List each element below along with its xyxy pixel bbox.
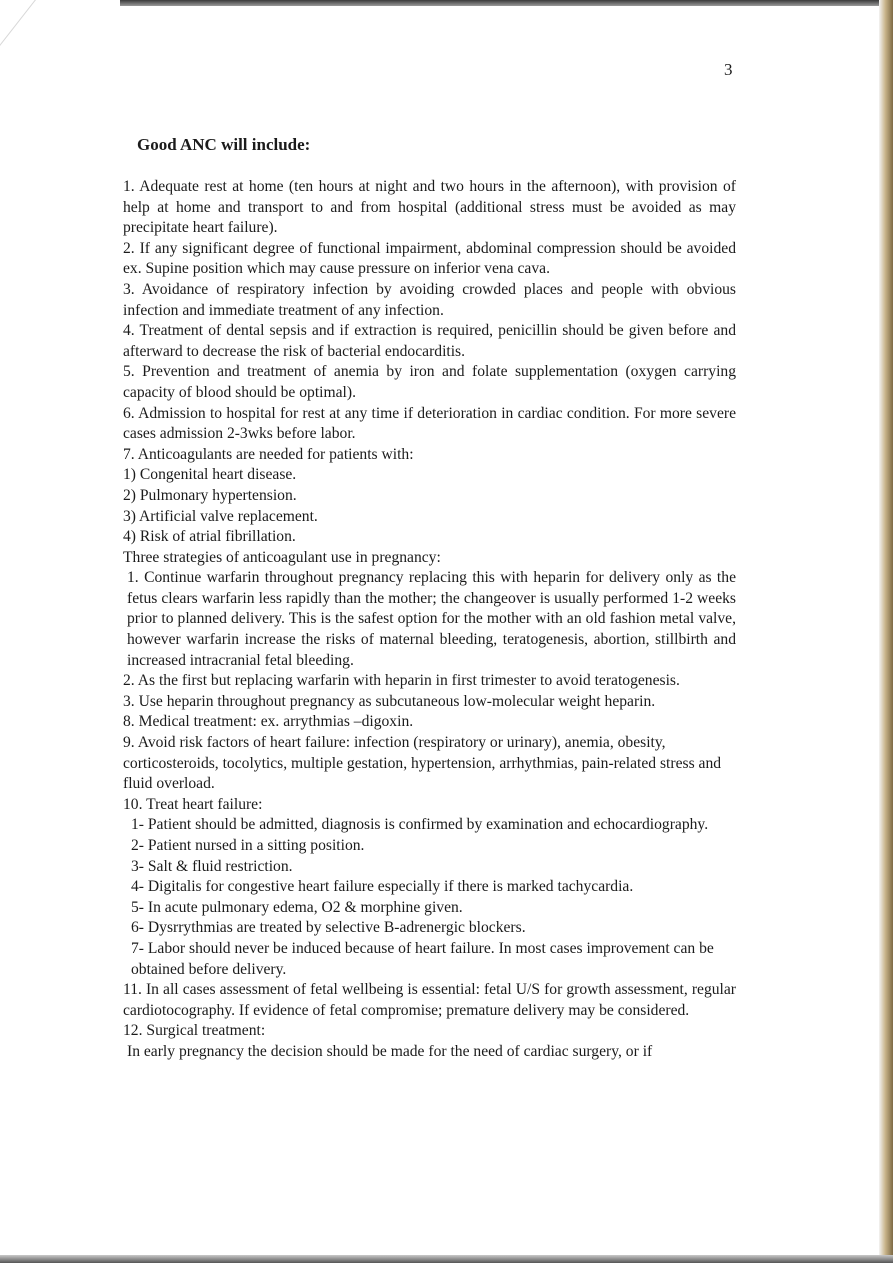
paragraph-item-4: 4. Treatment of dental sepsis and if extraction is required, penicillin should be given before and afterward to decrease the risk of bacterial endocarditis. xyxy=(123,322,736,360)
scan-right-edge xyxy=(879,0,893,1263)
paragraph-item-11: 11. In all cases assessment of fetal wellbeing is essential: fetal U/S for growth assessment, regular cardiotocography. If evidence of fetal compromise; premature delivery may be considered. xyxy=(123,981,736,1019)
heart-failure-step: 4- Digitalis for congestive heart failure especially if there is marked tachycardia. xyxy=(131,878,634,896)
paragraph-item-8: 8. Medical treatment: ex. arrythmias –digoxin. xyxy=(123,713,414,731)
list-item: 4) Risk of atrial fibrillation. xyxy=(123,528,296,546)
paragraph-item-6: 6. Admission to hospital for rest at any time if deterioration in cardiac condition. For more severe cases admission 2-3wks before labor. xyxy=(123,404,736,443)
heart-failure-step: 1- Patient should be admitted, diagnosis is confirmed by examination and echocardiography. xyxy=(131,816,709,834)
page-number: 3 xyxy=(724,60,733,79)
heart-failure-step: 3- Salt & fluid restriction. xyxy=(131,857,293,875)
scan-bottom-edge xyxy=(0,1255,893,1263)
scan-top-edge xyxy=(120,0,893,6)
heart-failure-step: 5- In acute pulmonary edema, O2 & morphine given. xyxy=(131,898,463,916)
section-heading: Good ANC will include: xyxy=(137,135,311,154)
list-item: 1) Congenital heart disease. xyxy=(123,466,297,484)
heart-failure-step: 6- Dysrrythmias are treated by selective B-adrenergic blockers. xyxy=(131,919,526,937)
document-body xyxy=(123,177,736,1063)
paragraph-item-9: 9. Avoid risk factors of heart failure: infection (respiratory or urinary), anemia, obesity, corticosteroids, tocolytics, multiple gestation, hypertension, arrhythmias, pain-related stress and fluid overload. xyxy=(123,734,722,793)
strategy-item-3: 3. Use heparin throughout pregnancy as subcutaneous low-molecular weight heparin. xyxy=(123,692,656,710)
strategy-item-2: 2. As the first but replacing warfarin with heparin in first trimester to avoid teratogenesis. xyxy=(123,672,680,690)
paragraph-item-3: 3. Avoidance of respiratory infection by avoiding crowded places and people with obvious infection and immediate treatment of any infection. xyxy=(123,280,736,319)
paragraph-item-2: 2. If any significant degree of functional impairment, abdominal compression should be avoided ex. Supine position which may cause pressure on inferior vena cava. xyxy=(123,239,736,278)
paragraph-item-10: 10. Treat heart failure: xyxy=(123,795,263,813)
list-item: 3) Artificial valve replacement. xyxy=(123,507,318,525)
heart-failure-step: 7- Labor should never be induced because of heart failure. In most cases improvement can be obtained before delivery. xyxy=(131,939,714,978)
paragraph-item-7: 7. Anticoagulants are needed for patients with: xyxy=(123,445,414,463)
surgical-treatment-text: In early pregnancy the decision should be made for the need of cardiac surgery, or if xyxy=(127,1042,653,1060)
strategies-heading: Three strategies of anticoagulant use in pregnancy: xyxy=(123,548,441,566)
paragraph-item-5: 5. Prevention and treatment of anemia by iron and folate supplementation (oxygen carrying capacity of blood should be optimal). xyxy=(123,363,736,401)
heart-failure-step: 2- Patient nursed in a sitting position. xyxy=(131,837,365,854)
page-fold-corner xyxy=(0,0,130,150)
paragraph-item-12: 12. Surgical treatment: xyxy=(123,1022,266,1040)
list-item: 2) Pulmonary hypertension. xyxy=(123,486,297,504)
strategy-item-1: 1. Continue warfarin throughout pregnancy replacing this with heparin for delivery only as the fetus clears warfarin less rapidly than the mother; the changeover is usually performed 1-2 weeks prior to planned delivery. This is the safest option for the mother with an old fashion metal valve, however warfarin increase the risks of maternal bleeding, teratogenesis, abortion, stillbirth and increased intracranial fetal bleeding. xyxy=(127,569,736,669)
paragraph-item-1: 1. Adequate rest at home (ten hours at night and two hours in the afternoon), with provision of help at home and transport to and from hospital (additional stress must be avoided as may precipitate heart failure). xyxy=(123,178,736,237)
